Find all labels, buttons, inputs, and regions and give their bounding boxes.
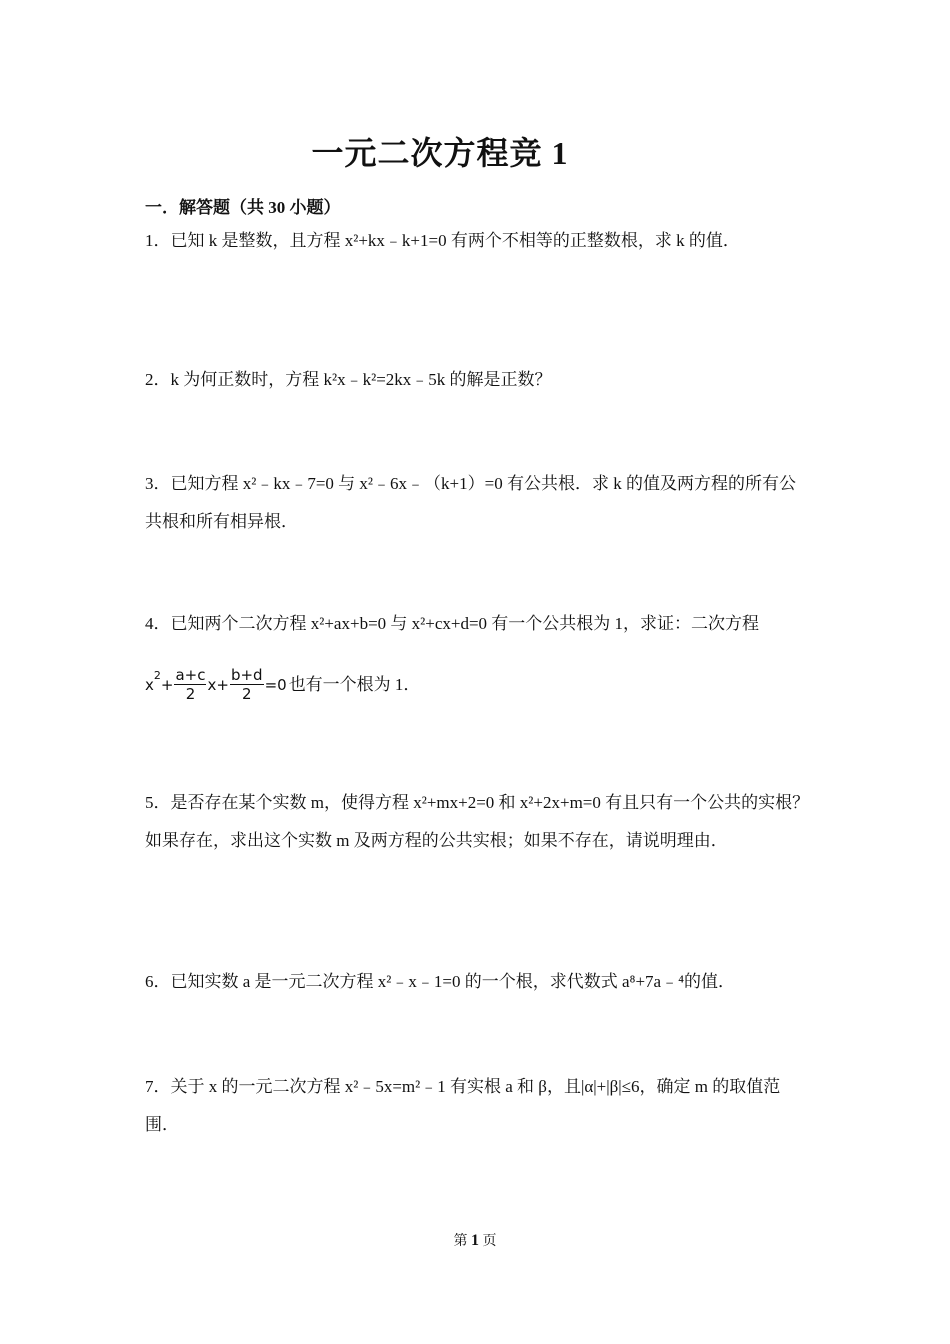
page-title: 一元二次方程竞 1 (311, 135, 569, 171)
question-3: 3．已知方程 x²﹣kx﹣7=0 与 x²﹣6x﹣（k+1）=0 有公共根．求 k 的值及两方程的所有公共根和所有相异根． (145, 474, 796, 531)
fraction-denominator: 2 (185, 685, 196, 703)
question-6: 6．已知实数 a 是一元二次方程 x²﹣x﹣1=0 的一个根，求代数式 a⁸+7a﹣⁴的值． (145, 972, 736, 991)
footer-suffix: 页 (482, 1234, 497, 1249)
page-footer (0, 1230, 950, 1250)
question-4-formula-line (145, 666, 810, 704)
section-heading: 一．解答题（共 30 小题） (145, 198, 341, 217)
question-7: 7．关于 x 的一元二次方程 x²﹣5x=m²﹣1 有实根 a 和 β，且|α|+|β|≤6，确定 m 的取值范围． (145, 1077, 781, 1134)
question-2: 2．k 为何正数时，方程 k²x﹣k²=2kx﹣5k 的解是正数？ (145, 370, 552, 389)
fraction-denominator: 2 (241, 685, 252, 703)
formula-x-plus: x+ (207, 676, 229, 694)
formula-plus: + (160, 676, 174, 694)
fraction-numerator: b+d (230, 666, 263, 684)
fraction-numerator: a+c (175, 666, 206, 684)
formula-exponent: 2 (153, 669, 161, 682)
footer-page-number: 1 (471, 1232, 479, 1249)
formula-equals-zero: =0 (264, 676, 287, 694)
question-5: 5．是否存在某个实数 m，使得方程 x²+mx+2=0 和 x²+2x+m=0 有且只有一个公共的实根？如果存在，求出这个实数 m 及两方程的公共实根；如果不存在，请说明理由． (145, 793, 810, 850)
fraction-b-plus-d (230, 667, 264, 703)
fraction-a-plus-c (174, 667, 206, 703)
equation-formula (145, 666, 287, 704)
question-4: 4．已知两个二次方程 x²+ax+b=0 与 x²+cx+d=0 有一个公共根为 1，求证：二次方程 (145, 614, 760, 633)
question-4-tail: 也有一个根为 1． (288, 675, 421, 694)
question-1: 1．已知 k 是整数，且方程 x²+kx﹣k+1=0 有两个不相等的正整数根，求 k 的值． (145, 231, 740, 250)
formula-x: x (145, 676, 154, 694)
footer-prefix: 第 (453, 1234, 468, 1249)
